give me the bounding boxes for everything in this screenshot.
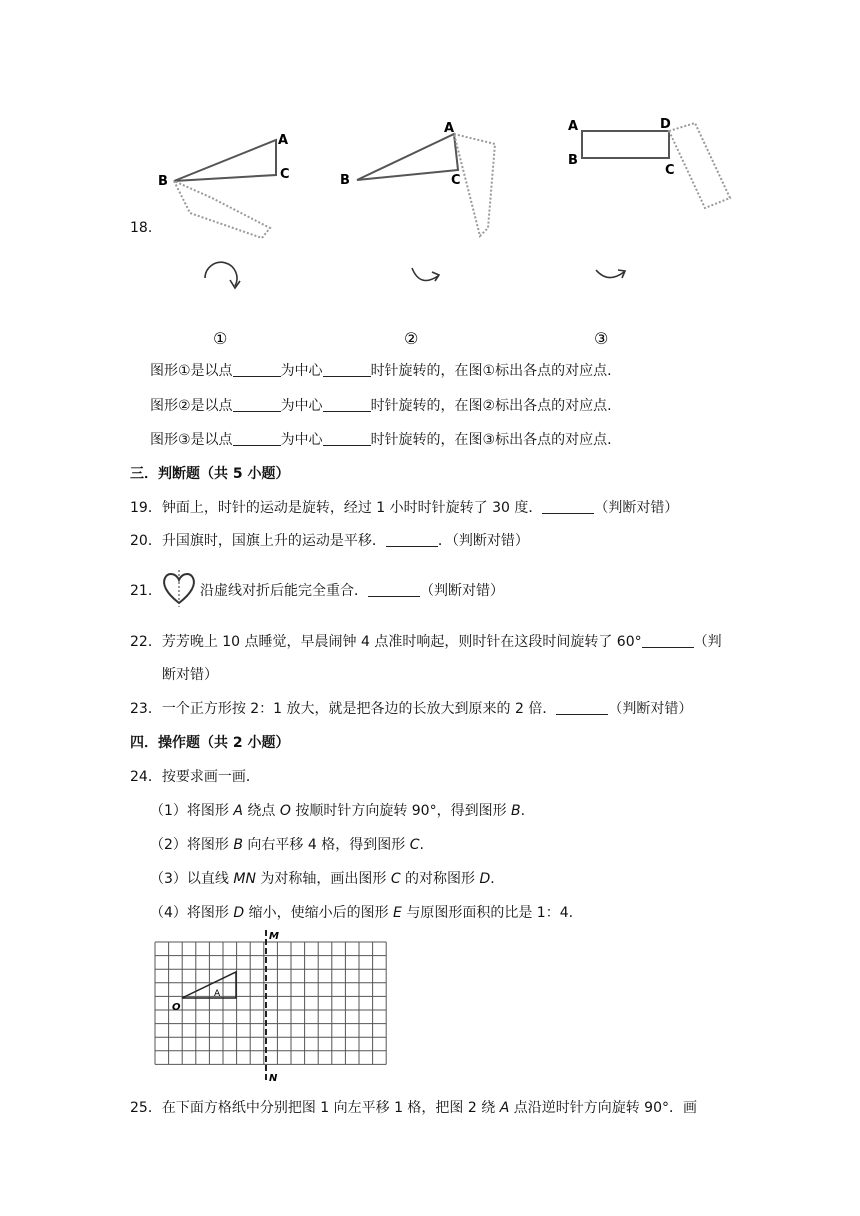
label-o: O bbox=[172, 1002, 181, 1013]
rotate-arrow-icon bbox=[412, 268, 438, 281]
label-b: B bbox=[568, 153, 578, 168]
q24-grid-figure[interactable] bbox=[150, 926, 400, 1086]
section-title-operation: 四．操作题（共 2 小题） bbox=[130, 735, 290, 751]
question-22: 22．芳芳晚上 10 点睡觉，早晨闹钟 4 点准时响起，则时针在这段时间旋转了 60° （判 bbox=[130, 634, 722, 650]
answer-blank[interactable] bbox=[233, 397, 281, 412]
answer-blank[interactable] bbox=[323, 431, 371, 446]
rectangle-abcd bbox=[582, 131, 669, 158]
figure-2 bbox=[340, 121, 495, 348]
figure-3 bbox=[568, 118, 730, 348]
q24-step-4: （4）将图形 D 缩小，使缩小后的图形 E 与原图形面积的比是 1：4. bbox=[150, 905, 574, 921]
figure-caption: ① bbox=[213, 329, 228, 348]
figure-1 bbox=[158, 133, 290, 348]
label-b: B bbox=[158, 174, 168, 189]
label-a: A bbox=[214, 989, 221, 999]
label-c: C bbox=[665, 163, 675, 178]
question-25: 25．在下面方格纸中分别把图 1 向左平移 1 格，把图 2 绕 A 点沿逆时针方向旋转 90°．画 bbox=[130, 1100, 697, 1116]
question-number: 18. bbox=[130, 220, 153, 236]
label-b: B bbox=[340, 173, 350, 188]
answer-blank[interactable] bbox=[386, 532, 438, 547]
answer-blank[interactable] bbox=[323, 362, 371, 377]
answer-blank[interactable] bbox=[233, 431, 281, 446]
answer-blank[interactable] bbox=[233, 362, 281, 377]
answer-blank[interactable] bbox=[323, 397, 371, 412]
figure-caption: ③ bbox=[594, 329, 609, 348]
answer-blank[interactable] bbox=[542, 499, 594, 514]
arrowhead-icon bbox=[230, 280, 240, 288]
label-d: D bbox=[660, 118, 671, 132]
q18-line-1: 图形①是以点 为中心 时针旋转的，在图①标出各点的对应点. bbox=[150, 363, 612, 379]
label-m: M bbox=[269, 931, 279, 942]
answer-blank[interactable] bbox=[556, 700, 608, 715]
answer-blank[interactable] bbox=[368, 582, 420, 597]
q24-step-1: （1）将图形 A 绕点 O 按顺时针方向旋转 90°，得到图形 B. bbox=[150, 803, 526, 819]
question-20: 20．升国旗时，国旗上升的运动是平移． ．（判断对错） bbox=[130, 533, 529, 549]
figure-caption: ② bbox=[404, 329, 419, 348]
q24-step-3: （3）以直线 MN 为对称轴，画出图形 C 的对称图形 D. bbox=[150, 871, 495, 887]
triangle-abc bbox=[174, 140, 276, 181]
grid-lines bbox=[155, 942, 386, 1064]
question-22-continued: 断对错） bbox=[162, 667, 218, 683]
rotate-arrow-icon bbox=[596, 270, 624, 278]
q24-step-2: （2）将图形 B 向右平移 4 格，得到图形 C. bbox=[150, 837, 424, 853]
section-title-judgment: 三．判断题（共 5 小题） bbox=[130, 466, 290, 482]
q18-line-3: 图形③是以点 为中心 时针旋转的，在图③标出各点的对应点. bbox=[150, 432, 612, 448]
question-21: 21． bbox=[130, 583, 162, 599]
label-c: C bbox=[451, 173, 461, 188]
question-19: 19．钟面上，时针的运动是旋转，经过 1 小时时针旋转了 30 度． （判断对错） bbox=[130, 500, 679, 516]
question-24: 24．按要求画一画． bbox=[130, 769, 260, 785]
q18-figures bbox=[150, 118, 750, 348]
label-n: N bbox=[269, 1073, 278, 1084]
rotated-rectangle-dotted bbox=[669, 123, 730, 208]
triangle-abc bbox=[357, 134, 458, 180]
q18-line-2: 图形②是以点 为中心 时针旋转的，在图②标出各点的对应点. bbox=[150, 398, 612, 414]
heart-icon bbox=[160, 568, 198, 608]
rotated-triangle-dotted bbox=[174, 181, 270, 238]
label-a: A bbox=[278, 133, 289, 148]
question-23: 23．一个正方形按 2：1 放大，就是把各边的长放大到原来的 2 倍． （判断对错） bbox=[130, 701, 693, 717]
question-21-text: 沿虚线对折后能完全重合． （判断对错） bbox=[200, 583, 504, 599]
label-a: A bbox=[444, 121, 455, 136]
label-c: C bbox=[280, 167, 290, 182]
answer-blank[interactable] bbox=[642, 633, 694, 648]
label-a: A bbox=[568, 119, 579, 134]
